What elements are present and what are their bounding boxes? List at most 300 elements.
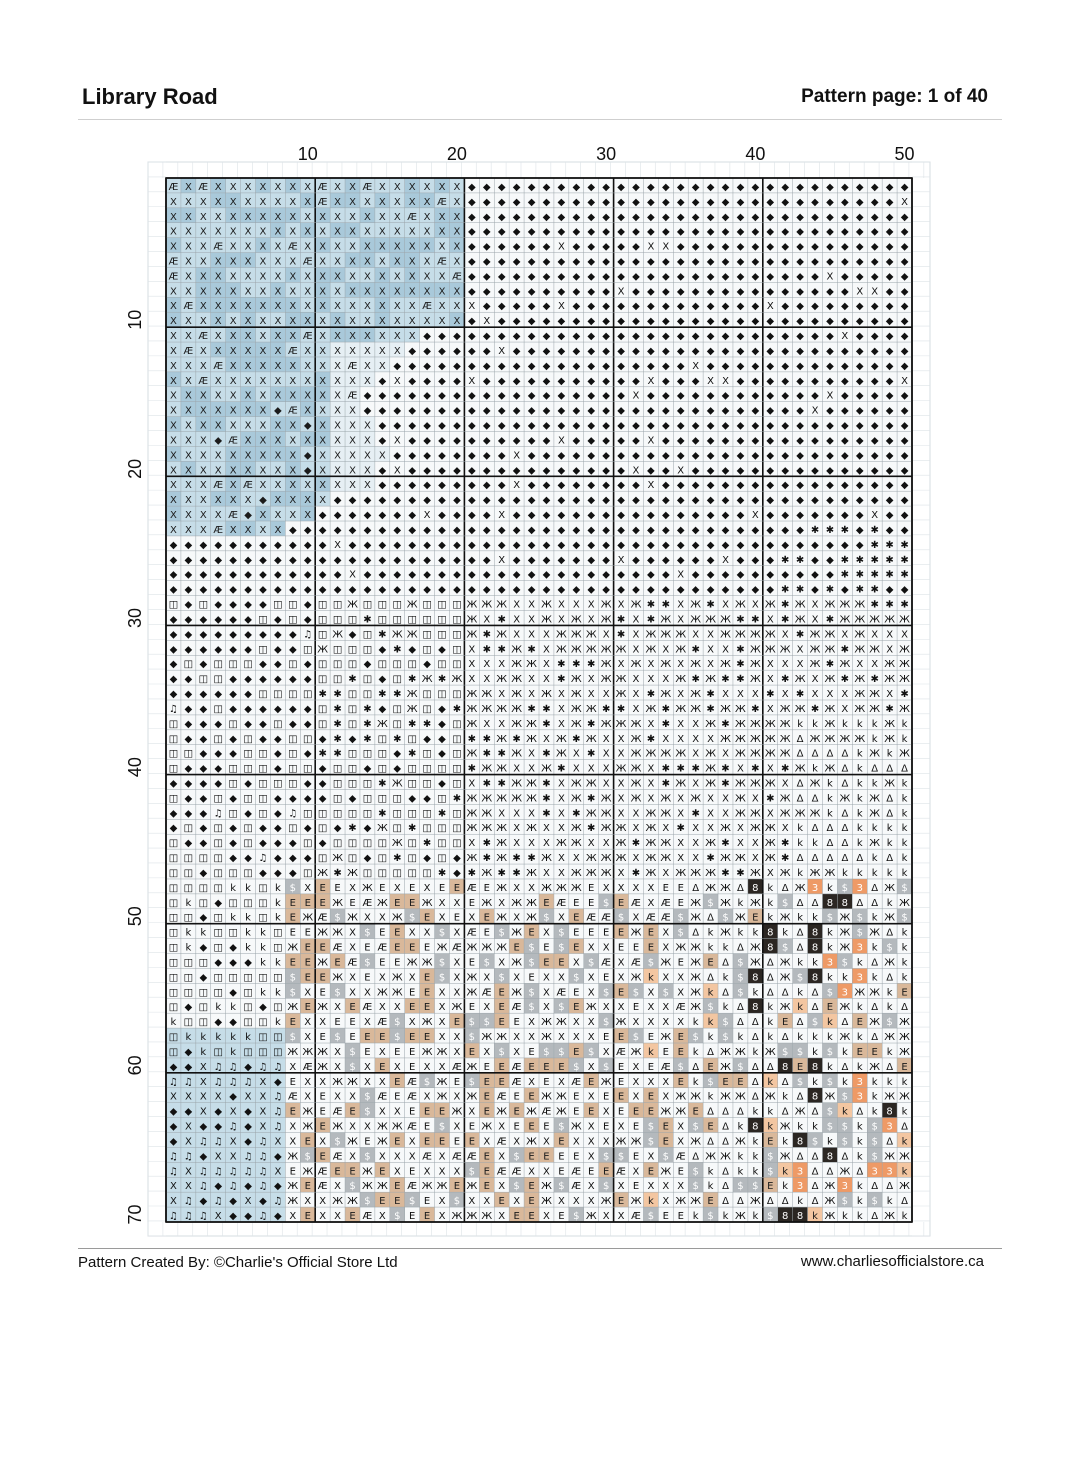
svg-text:X: X xyxy=(200,495,207,506)
svg-text:◫: ◫ xyxy=(363,779,372,790)
svg-text:Æ: Æ xyxy=(169,271,179,282)
svg-text:X: X xyxy=(841,331,848,342)
svg-text:◆: ◆ xyxy=(558,197,566,208)
svg-text:◆: ◆ xyxy=(378,495,386,506)
column-tick-label: 10 xyxy=(298,144,318,164)
svg-text:X: X xyxy=(409,316,416,327)
svg-text:X: X xyxy=(334,376,341,387)
svg-text:◆: ◆ xyxy=(558,555,566,566)
svg-text:X: X xyxy=(886,689,893,700)
svg-text:◆: ◆ xyxy=(826,376,834,387)
svg-text:X: X xyxy=(633,808,640,819)
svg-text:◆: ◆ xyxy=(170,629,178,640)
svg-text:k: k xyxy=(887,749,893,760)
svg-text:◆: ◆ xyxy=(766,227,774,238)
svg-text:◆: ◆ xyxy=(751,346,759,357)
svg-text:◆: ◆ xyxy=(259,570,267,581)
svg-text:◆: ◆ xyxy=(871,346,879,357)
svg-text:◆: ◆ xyxy=(319,540,327,551)
svg-text:◆: ◆ xyxy=(528,257,536,268)
svg-text:◆: ◆ xyxy=(319,585,327,596)
svg-text:◆: ◆ xyxy=(647,495,655,506)
svg-text:◆: ◆ xyxy=(528,540,536,551)
svg-text:◆: ◆ xyxy=(453,391,461,402)
svg-text:◆: ◆ xyxy=(781,495,789,506)
svg-text:◆: ◆ xyxy=(274,614,282,625)
svg-text:Δ: Δ xyxy=(797,749,804,760)
svg-text:X: X xyxy=(304,495,311,506)
svg-text:X: X xyxy=(364,316,371,327)
svg-text:◆: ◆ xyxy=(886,376,894,387)
svg-text:◆: ◆ xyxy=(632,227,640,238)
svg-text:Ж: Ж xyxy=(899,644,910,655)
svg-text:Ж: Ж xyxy=(765,734,776,745)
svg-text:◆: ◆ xyxy=(304,674,312,685)
svg-text:✱: ✱ xyxy=(483,629,491,640)
svg-text:◫: ◫ xyxy=(452,659,461,670)
svg-text:k: k xyxy=(857,793,863,804)
svg-text:X: X xyxy=(170,242,177,253)
svg-text:Ж: Ж xyxy=(675,779,686,790)
svg-text:Ж: Ж xyxy=(317,868,328,879)
svg-text:X: X xyxy=(603,764,610,775)
svg-text:◆: ◆ xyxy=(751,585,759,596)
svg-text:X: X xyxy=(215,212,222,223)
svg-text:✱: ✱ xyxy=(781,853,789,864)
svg-text:◆: ◆ xyxy=(751,495,759,506)
svg-text:✱: ✱ xyxy=(721,674,729,685)
svg-text:◆: ◆ xyxy=(423,853,431,864)
svg-text:◫: ◫ xyxy=(437,659,446,670)
svg-text:◆: ◆ xyxy=(274,570,282,581)
svg-text:Δ: Δ xyxy=(797,779,804,790)
svg-text:◆: ◆ xyxy=(483,555,491,566)
svg-text:X: X xyxy=(185,406,192,417)
svg-text:Ж: Ж xyxy=(869,838,880,849)
svg-text:X: X xyxy=(289,271,296,282)
svg-text:X: X xyxy=(528,838,535,849)
svg-text:◆: ◆ xyxy=(886,480,894,491)
svg-text:Ж: Ж xyxy=(496,704,507,715)
svg-text:X: X xyxy=(319,480,326,491)
svg-text:◆: ◆ xyxy=(602,212,610,223)
svg-text:◆: ◆ xyxy=(796,391,804,402)
svg-text:◆: ◆ xyxy=(811,510,819,521)
svg-text:◆: ◆ xyxy=(244,719,252,730)
svg-text:◆: ◆ xyxy=(558,212,566,223)
svg-text:◆: ◆ xyxy=(662,406,670,417)
svg-text:◆: ◆ xyxy=(737,286,745,297)
svg-text:Æ: Æ xyxy=(184,346,194,357)
svg-text:✱: ✱ xyxy=(885,600,893,611)
svg-text:✱: ✱ xyxy=(841,525,849,536)
svg-text:◆: ◆ xyxy=(543,376,551,387)
svg-text:Ж: Ж xyxy=(646,808,657,819)
svg-text:Δ: Δ xyxy=(812,793,819,804)
svg-text:Ж: Ж xyxy=(526,793,537,804)
svg-text:◆: ◆ xyxy=(856,271,864,282)
svg-text:X: X xyxy=(364,480,371,491)
svg-text:k: k xyxy=(872,868,878,879)
svg-text:◆: ◆ xyxy=(632,286,640,297)
svg-text:X: X xyxy=(707,376,714,387)
svg-text:Δ: Δ xyxy=(871,764,878,775)
svg-text:◆: ◆ xyxy=(617,227,625,238)
svg-text:X: X xyxy=(692,734,699,745)
svg-text:✱: ✱ xyxy=(706,689,714,700)
svg-text:◆: ◆ xyxy=(259,868,267,879)
svg-text:X: X xyxy=(260,376,267,387)
svg-text:◫: ◫ xyxy=(258,808,267,819)
svg-text:Ж: Ж xyxy=(541,689,552,700)
svg-text:◆: ◆ xyxy=(841,257,849,268)
svg-text:Ж: Ж xyxy=(854,734,865,745)
svg-text:◆: ◆ xyxy=(707,435,715,446)
svg-text:X: X xyxy=(424,286,431,297)
svg-text:◆: ◆ xyxy=(826,227,834,238)
svg-text:◆: ◆ xyxy=(871,421,879,432)
svg-text:X: X xyxy=(722,644,729,655)
svg-text:◆: ◆ xyxy=(841,376,849,387)
svg-text:X: X xyxy=(245,182,252,193)
svg-text:◫: ◫ xyxy=(303,838,312,849)
svg-text:Ж: Ж xyxy=(780,868,791,879)
svg-text:✱: ✱ xyxy=(333,868,341,879)
svg-text:◆: ◆ xyxy=(185,779,193,790)
svg-text:X: X xyxy=(349,212,356,223)
svg-text:◆: ◆ xyxy=(632,182,640,193)
svg-text:◆: ◆ xyxy=(438,570,446,581)
svg-text:Ж: Ж xyxy=(571,719,582,730)
svg-text:◫: ◫ xyxy=(258,883,267,894)
svg-text:◆: ◆ xyxy=(781,227,789,238)
svg-text:X: X xyxy=(349,242,356,253)
svg-text:◆: ◆ xyxy=(677,286,685,297)
svg-text:Ж: Ж xyxy=(705,614,716,625)
svg-text:✱: ✱ xyxy=(871,674,879,685)
svg-text:X: X xyxy=(274,510,281,521)
svg-text:◆: ◆ xyxy=(513,540,521,551)
svg-text:Δ: Δ xyxy=(841,808,848,819)
svg-text:X: X xyxy=(185,480,192,491)
svg-text:Æ: Æ xyxy=(348,391,358,402)
svg-text:◆: ◆ xyxy=(692,495,700,506)
svg-text:◆: ◆ xyxy=(632,495,640,506)
svg-text:◆: ◆ xyxy=(468,361,476,372)
svg-text:◆: ◆ xyxy=(766,346,774,357)
svg-text:◆: ◆ xyxy=(259,659,267,670)
svg-text:X: X xyxy=(647,242,654,253)
svg-text:✱: ✱ xyxy=(766,689,774,700)
svg-text:◆: ◆ xyxy=(811,242,819,253)
svg-text:◆: ◆ xyxy=(229,644,237,655)
svg-text:X: X xyxy=(394,271,401,282)
svg-text:X: X xyxy=(454,227,461,238)
svg-text:◫: ◫ xyxy=(243,793,252,804)
svg-text:◆: ◆ xyxy=(617,540,625,551)
svg-text:Ж: Ж xyxy=(586,853,597,864)
svg-text:◆: ◆ xyxy=(468,555,476,566)
svg-text:X: X xyxy=(394,286,401,297)
svg-text:◆: ◆ xyxy=(199,629,207,640)
svg-text:X: X xyxy=(215,301,222,312)
svg-text:◆: ◆ xyxy=(468,510,476,521)
svg-text:◆: ◆ xyxy=(677,495,685,506)
svg-text:◫: ◫ xyxy=(363,689,372,700)
svg-text:◆: ◆ xyxy=(841,271,849,282)
svg-text:◆: ◆ xyxy=(170,555,178,566)
svg-text:Æ: Æ xyxy=(452,271,462,282)
svg-text:X: X xyxy=(245,406,252,417)
svg-text:◫: ◫ xyxy=(273,600,282,611)
svg-text:X: X xyxy=(185,182,192,193)
svg-text:◆: ◆ xyxy=(632,271,640,282)
svg-text:◆: ◆ xyxy=(617,480,625,491)
svg-text:X: X xyxy=(394,182,401,193)
svg-text:X: X xyxy=(737,764,744,775)
svg-text:X: X xyxy=(782,689,789,700)
svg-text:X: X xyxy=(230,346,237,357)
svg-text:X: X xyxy=(901,376,908,387)
svg-text:◆: ◆ xyxy=(751,406,759,417)
svg-text:◆: ◆ xyxy=(707,525,715,536)
svg-text:◆: ◆ xyxy=(572,570,580,581)
svg-text:X: X xyxy=(289,376,296,387)
svg-text:◆: ◆ xyxy=(662,555,670,566)
svg-text:◆: ◆ xyxy=(423,495,431,506)
svg-text:◆: ◆ xyxy=(170,659,178,670)
svg-text:◆: ◆ xyxy=(707,406,715,417)
svg-text:Ж: Ж xyxy=(631,793,642,804)
svg-text:◆: ◆ xyxy=(483,212,491,223)
svg-text:◆: ◆ xyxy=(737,316,745,327)
svg-text:✱: ✱ xyxy=(900,555,908,566)
svg-text:Ж: Ж xyxy=(601,719,612,730)
svg-text:Ж: Ж xyxy=(646,853,657,864)
svg-text:Δ: Δ xyxy=(886,808,893,819)
svg-text:◆: ◆ xyxy=(199,614,207,625)
svg-text:◆: ◆ xyxy=(751,465,759,476)
svg-text:✱: ✱ xyxy=(796,555,804,566)
svg-text:X: X xyxy=(394,346,401,357)
svg-text:◆: ◆ xyxy=(170,823,178,834)
svg-text:◫: ◫ xyxy=(393,704,402,715)
svg-text:Ж: Ж xyxy=(899,704,910,715)
svg-text:◆: ◆ xyxy=(587,435,595,446)
svg-text:Ж: Ж xyxy=(825,868,836,879)
svg-text:◆: ◆ xyxy=(214,600,222,611)
svg-text:◫: ◫ xyxy=(228,764,237,775)
svg-text:◆: ◆ xyxy=(423,406,431,417)
svg-text:◆: ◆ xyxy=(378,585,386,596)
svg-text:X: X xyxy=(215,257,222,268)
svg-text:◆: ◆ xyxy=(543,540,551,551)
svg-text:◆: ◆ xyxy=(543,495,551,506)
store-website[interactable]: www.charliesofficialstore.ca xyxy=(801,1253,984,1270)
svg-text:◆: ◆ xyxy=(468,391,476,402)
svg-text:◆: ◆ xyxy=(856,540,864,551)
svg-text:◆: ◆ xyxy=(751,435,759,446)
svg-text:◆: ◆ xyxy=(632,376,640,387)
svg-text:Ж: Ж xyxy=(496,734,507,745)
svg-text:◆: ◆ xyxy=(498,525,506,536)
svg-text:◆: ◆ xyxy=(796,346,804,357)
svg-text:Ж: Ж xyxy=(481,793,492,804)
svg-text:X: X xyxy=(200,316,207,327)
svg-text:X: X xyxy=(394,316,401,327)
svg-text:◆: ◆ xyxy=(751,331,759,342)
svg-text:X: X xyxy=(707,644,714,655)
svg-text:◫: ◫ xyxy=(318,808,327,819)
svg-text:◆: ◆ xyxy=(170,689,178,700)
svg-text:✱: ✱ xyxy=(468,764,476,775)
svg-text:X: X xyxy=(170,227,177,238)
svg-text:✱: ✱ xyxy=(647,734,655,745)
svg-text:◆: ◆ xyxy=(647,182,655,193)
svg-text:X: X xyxy=(394,212,401,223)
row-tick-label: 40 xyxy=(125,757,145,777)
svg-text:◫: ◫ xyxy=(303,764,312,775)
svg-text:◫: ◫ xyxy=(213,868,222,879)
svg-text:◫: ◫ xyxy=(318,704,327,715)
svg-text:◆: ◆ xyxy=(737,540,745,551)
svg-text:X: X xyxy=(170,286,177,297)
svg-text:◆: ◆ xyxy=(871,495,879,506)
svg-text:k: k xyxy=(797,868,803,879)
svg-text:X: X xyxy=(230,227,237,238)
svg-text:◆: ◆ xyxy=(483,361,491,372)
svg-text:◆: ◆ xyxy=(796,495,804,506)
svg-text:◆: ◆ xyxy=(751,197,759,208)
svg-text:X: X xyxy=(349,376,356,387)
svg-text:✱: ✱ xyxy=(781,674,789,685)
svg-text:Δ: Δ xyxy=(856,853,863,864)
svg-text:◫: ◫ xyxy=(303,734,312,745)
svg-text:◆: ◆ xyxy=(841,510,849,521)
svg-text:k: k xyxy=(857,749,863,760)
svg-text:X: X xyxy=(274,257,281,268)
svg-text:◆: ◆ xyxy=(602,555,610,566)
svg-text:X: X xyxy=(289,182,296,193)
svg-text:◆: ◆ xyxy=(289,793,297,804)
svg-text:◆: ◆ xyxy=(543,525,551,536)
svg-text:X: X xyxy=(633,391,640,402)
svg-text:◆: ◆ xyxy=(811,555,819,566)
svg-text:◆: ◆ xyxy=(751,257,759,268)
svg-text:◆: ◆ xyxy=(259,823,267,834)
svg-text:Æ: Æ xyxy=(169,182,179,193)
svg-text:◆: ◆ xyxy=(543,391,551,402)
svg-text:Ж: Ж xyxy=(765,719,776,730)
svg-text:◆: ◆ xyxy=(185,585,193,596)
svg-text:◆: ◆ xyxy=(304,853,312,864)
svg-text:◆: ◆ xyxy=(244,689,252,700)
svg-text:◆: ◆ xyxy=(528,376,536,387)
svg-text:X: X xyxy=(215,450,222,461)
svg-text:X: X xyxy=(722,689,729,700)
svg-text:◆: ◆ xyxy=(498,376,506,387)
svg-text:◆: ◆ xyxy=(364,525,372,536)
svg-text:◆: ◆ xyxy=(408,585,416,596)
svg-text:♫: ♫ xyxy=(214,808,223,819)
svg-text:◆: ◆ xyxy=(886,212,894,223)
svg-text:◆: ◆ xyxy=(707,316,715,327)
svg-text:◆: ◆ xyxy=(707,480,715,491)
svg-text:X: X xyxy=(245,495,252,506)
svg-text:X: X xyxy=(349,435,356,446)
svg-text:X: X xyxy=(245,197,252,208)
svg-text:Ж: Ж xyxy=(601,823,612,834)
svg-text:✱: ✱ xyxy=(333,719,341,730)
svg-text:◆: ◆ xyxy=(677,197,685,208)
svg-text:◆: ◆ xyxy=(453,868,461,879)
svg-text:X: X xyxy=(528,600,535,611)
svg-text:X: X xyxy=(379,361,386,372)
svg-text:◫: ◫ xyxy=(213,704,222,715)
svg-text:◫: ◫ xyxy=(452,719,461,730)
svg-text:◆: ◆ xyxy=(796,182,804,193)
svg-text:◫: ◫ xyxy=(169,600,178,611)
svg-text:◆: ◆ xyxy=(468,480,476,491)
svg-text:X: X xyxy=(200,525,207,536)
svg-text:X: X xyxy=(230,286,237,297)
svg-text:◆: ◆ xyxy=(677,346,685,357)
svg-text:◆: ◆ xyxy=(707,227,715,238)
svg-text:X: X xyxy=(230,525,237,536)
svg-text:◆: ◆ xyxy=(587,316,595,327)
svg-text:X: X xyxy=(737,689,744,700)
svg-text:◆: ◆ xyxy=(438,525,446,536)
svg-text:X: X xyxy=(767,764,774,775)
svg-text:◆: ◆ xyxy=(707,510,715,521)
svg-text:X: X xyxy=(424,242,431,253)
svg-text:X: X xyxy=(558,435,565,446)
svg-text:◆: ◆ xyxy=(811,465,819,476)
svg-text:X: X xyxy=(603,838,610,849)
svg-text:◫: ◫ xyxy=(422,614,431,625)
svg-text:◫: ◫ xyxy=(199,853,208,864)
svg-text:X: X xyxy=(707,629,714,640)
svg-text:◆: ◆ xyxy=(766,585,774,596)
svg-text:◆: ◆ xyxy=(558,495,566,506)
svg-text:◆: ◆ xyxy=(334,585,342,596)
svg-text:◆: ◆ xyxy=(811,450,819,461)
svg-text:◆: ◆ xyxy=(722,495,730,506)
svg-text:X: X xyxy=(274,242,281,253)
svg-text:Ж: Ж xyxy=(392,779,403,790)
svg-text:X: X xyxy=(170,495,177,506)
svg-text:◆: ◆ xyxy=(483,585,491,596)
svg-text:◆: ◆ xyxy=(901,271,909,282)
svg-text:◫: ◫ xyxy=(213,883,222,894)
svg-text:X: X xyxy=(439,212,446,223)
svg-text:◆: ◆ xyxy=(871,376,879,387)
svg-text:◫: ◫ xyxy=(422,704,431,715)
svg-text:◆: ◆ xyxy=(632,450,640,461)
svg-text:◆: ◆ xyxy=(886,331,894,342)
svg-text:X: X xyxy=(185,376,192,387)
svg-text:◆: ◆ xyxy=(692,555,700,566)
svg-text:◆: ◆ xyxy=(647,510,655,521)
svg-text:✱: ✱ xyxy=(856,555,864,566)
svg-text:◫: ◫ xyxy=(422,749,431,760)
svg-text:◆: ◆ xyxy=(334,555,342,566)
svg-text:Ж: Ж xyxy=(690,659,701,670)
svg-text:X: X xyxy=(379,316,386,327)
svg-text:◆: ◆ xyxy=(707,301,715,312)
svg-text:◆: ◆ xyxy=(871,257,879,268)
svg-text:X: X xyxy=(319,376,326,387)
